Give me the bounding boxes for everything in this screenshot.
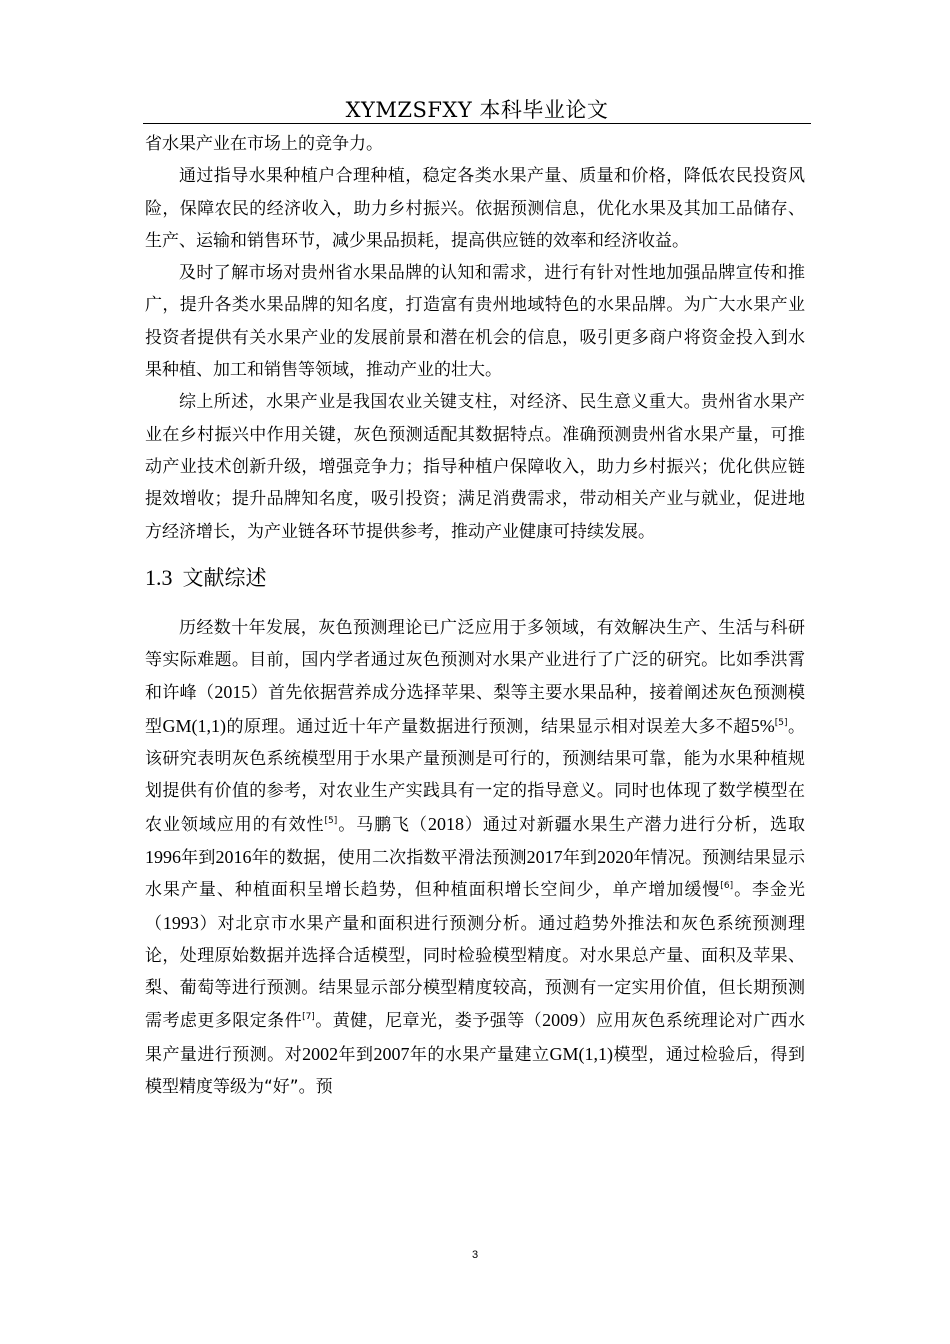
page-number: 3 — [471, 1249, 479, 1261]
page-header: XYMZSFXY 本科毕业论文 — [345, 98, 609, 122]
section-heading — [145, 562, 805, 594]
body-text — [145, 128, 805, 1103]
paragraph: 通过指导水果种植户合理种植，稳定各类水果产量、质量和价格，降低农民投资风险，保障农民的经济收入，助力乡村振兴。依据预测信息，优化水果及其加工品储存、生产、运输和销售环节，减少果品损耗，提高供应链的效率和经济收益。 — [145, 166, 805, 251]
citation-ref: [5] — [774, 717, 788, 728]
header-rule — [143, 123, 811, 124]
paragraph: 综上所述，水果产业是我国农业关键支柱，对经济、民生意义重大。贵州省水果产业在乡村振兴中作用关键，灰色预测适配其数据特点。准确预测贵州省水果产量，可推动产业技术创新升级，增强竞争力；指导种植户保障收入，助力乡村振兴；优化供应链提效增收；提升品牌知名度，吸引投资；满足消费需求，带动相关产业与就业，促进地方经济增长，为产业链各环节提供参考，推动产业健康可持续发展。 — [145, 392, 805, 542]
literature-review-paragraph: 历经数十年发展，灰色预测理论已广泛应用于多领域，有效解决生产、生活与科研等实际难题。目前，国内学者通过灰色预测对水果产业进行了广泛的研究。比如季洪霄和许峰（2015）首先依据营养成分选择苹果、梨等主要水果品种，接着阐述灰色预测模型GM(1,1)的原理。通过近十年产量数据进行预测，结果显示相对误差大多不超5%[5]。该研究表明灰色系统模型用于水果产量预测是可行的，预测结果可靠，能为水果种植规划提供有价值的参考，对农业生产实践具有一定的指导意义。同时也体现了数学模型在农业领域应用的有效性[5]。马鹏飞（2018）通过对新疆水果生产潜力进行分析，选取1996年到2016年的数据，使用二次指数平滑法预测2017年到2020年情况。预测结果显示水果产量、种植面积呈增长趋势，但种植面积增长空间少，单产增加缓慢[6]。李金光（1993）对北京市水果产量和面积进行预测分析。通过趋势外推法和灰色系统预测理论，处理原始数据并选择合适模型，同时检验模型精度。对水果总产量、面积及苹果、梨、葡萄等进行预测。结果显示部分模型精度较高，预测有一定实用价值，但长期预测需考虑更多限定条件[7]。黄健，尼章光，娄予强等（2009）应用灰色系统理论对广西水果产量进行预测。对2002年到2007年的水果产量建立GM(1,1)模型，通过检验后，得到模型精度等级为“好”。预 — [145, 617, 806, 1098]
citation-ref: [5] — [324, 815, 338, 826]
citation-ref: [7] — [302, 1012, 315, 1023]
section-title: 文献综述 — [182, 565, 267, 590]
section-number: 1.3 — [145, 564, 173, 590]
paragraph: 及时了解市场对贵州省水果品牌的认知和需求，进行有针对性地加强品牌宣传和推广，提升各类水果品牌的知名度，打造富有贵州地域特色的水果品牌。为广大水果产业投资者提供有关水果产业的发展前景和潜在机会的信息，吸引更多商户将资金投入到水果种植、加工和销售等领域，推动产业的壮大。 — [145, 263, 805, 381]
citation-ref: [6] — [720, 881, 734, 892]
paragraph: 省水果产业在市场上的竞争力。 — [145, 134, 383, 154]
